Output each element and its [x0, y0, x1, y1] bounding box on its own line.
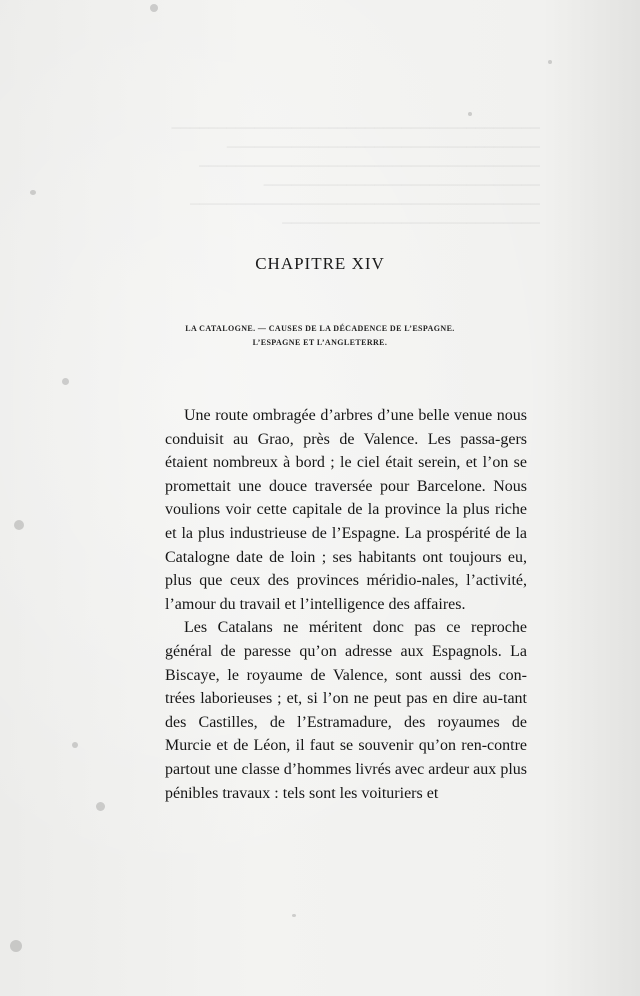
paper-speck [62, 378, 69, 385]
chapter-summary [0, 322, 640, 350]
paper-speck [468, 112, 472, 116]
paper-speck [150, 4, 158, 12]
paper-speck [10, 940, 22, 952]
paper-speck [14, 520, 24, 530]
paragraph: Les Catalans ne méritent donc pas ce reproche général de paresse qu’on adresse aux Espagnols. La Biscaye, le royaume de Valence, sont aussi des con-trées laborieuses ; et, si l’on ne peut pas en dire au-tant des Castilles, de l’Estramadure, des royaumes de Murcie et de Léon, il faut se souvenir qu’on ren-contre partout une classe d’hommes livrés avec ardeur aux plus pénibles travaux : tels sont les voituriers et [165, 619, 527, 802]
body-text [165, 404, 527, 805]
paper-speck [72, 742, 78, 748]
paragraph: Une route ombragée d’arbres d’une belle venue nous conduisit au Grao, près de Valence. Les passa-gers étaient nombreux à bord ; le ciel était serein, et l’on se promettait une douce traversée pour Barcelone. Nous voulions voir cette capitale de la province la plus riche et la plus industrieuse de l’Espagne. La prospérité de la Catalogne date de loin ; ses habitants ont toujours eu, plus que ceux des provinces méridio-nales, l’activité, l’amour du travail et l’intelligence des affaires. [165, 407, 527, 613]
chapter-summary-line: LA CATALOGNE. — CAUSES DE LA DÉCADENCE DE L’ESPAGNE. [185, 324, 455, 333]
paper-speck [548, 60, 552, 64]
chapter-summary-line: L’ESPAGNE ET L’ANGLETERRE. [252, 338, 388, 347]
show-through: ──────────────────────────────────────── ────────────────────────────────── ───────────────────────────────────── ────────────────────────────── ────────────────────────────────────── ──────────────────────────── [171, 120, 540, 230]
paper-speck [30, 190, 36, 195]
paper-speck [292, 914, 296, 917]
chapter-title: CHAPITRE XIV [255, 254, 385, 273]
paper-speck [96, 802, 105, 811]
